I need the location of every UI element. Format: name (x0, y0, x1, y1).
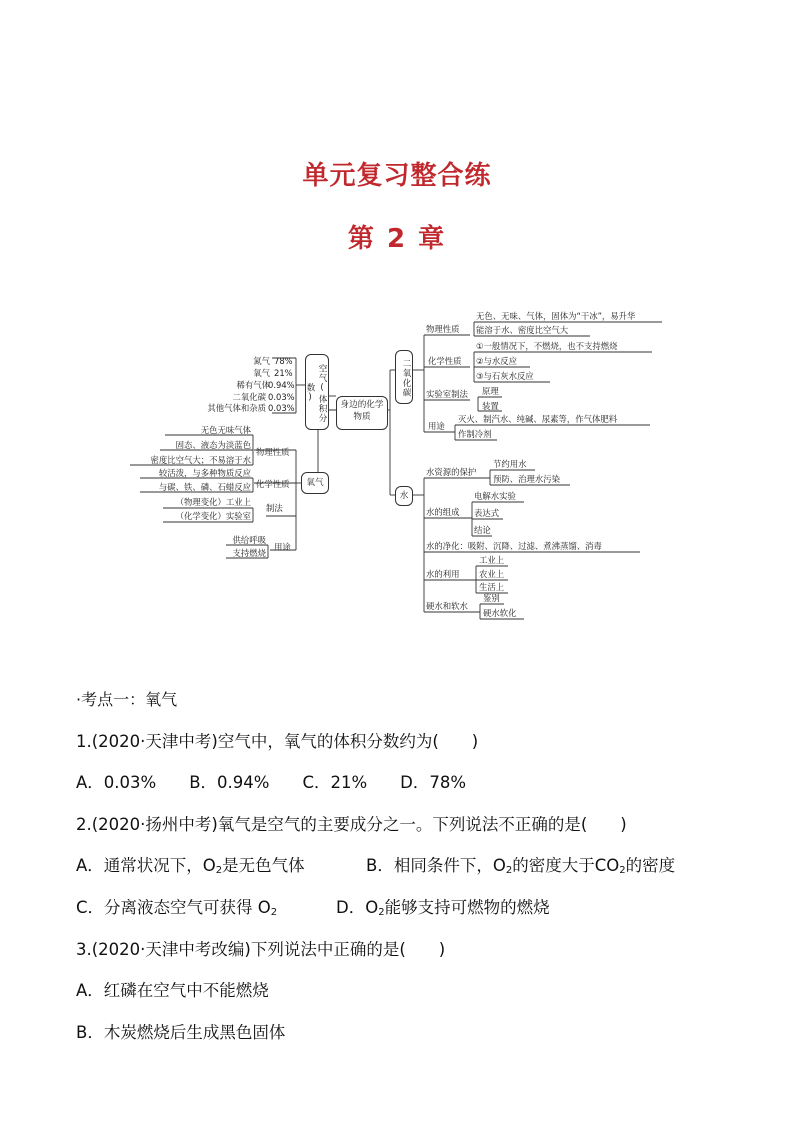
oxygen-physical-label: 物理性质 (256, 447, 290, 457)
oxygen-use-2: 支持燃烧 (232, 548, 266, 558)
oxygen-chemical-label: 化学性质 (256, 479, 290, 489)
co2-chemical-1: ①一般情况下，不燃烧，也不支持燃烧 (476, 341, 618, 351)
section-heading: ·考点一：氧气 (76, 690, 178, 709)
co2-physical-1: 无色、无味、气体，固体为“干冰”，易升华 (476, 311, 636, 321)
co2-lab-label: 实验室制法 (426, 389, 468, 399)
water-use-2: 农业上 (479, 569, 505, 579)
q2-option-b: B．相同条件下，$O_2$的密度大于$CO_2$的密度 (366, 856, 676, 876)
co2-use-label: 用途 (428, 421, 445, 431)
co2-chemical-2: ②与水反应 (476, 356, 518, 366)
water-protect-1: 节约用水 (493, 459, 527, 469)
water-hard-2: 硬水软化 (483, 608, 517, 618)
center-node: 身边的化学物质 (336, 396, 388, 430)
co2-lab-2: 装置 (482, 401, 499, 411)
co2-node: 二氧化碳 (395, 350, 413, 404)
co2-use-2: 作制冷剂 (458, 429, 492, 439)
q1-options: A．0.03% B．0.94% C．21% D．78% (76, 773, 467, 792)
water-use-label: 水的利用 (426, 569, 460, 579)
q3-option-a: A．红磷在空气中不能燃烧 (76, 981, 269, 1000)
water-hard-label: 硬水和软水 (426, 601, 468, 611)
q2-option-c: C．分离液态空气可获得 $O_2$ (76, 898, 278, 918)
co2-chemical-3: ③与石灰水反应 (476, 371, 534, 381)
q2-option-a: A．通常状况下，$O_2$是无色气体 (76, 856, 305, 876)
q3-stem: 3.(2020·天津中考改编)下列说法中正确的是( ) (76, 940, 446, 959)
water-use-1: 工业上 (479, 555, 505, 565)
air-value-oxygen: 21% (274, 368, 293, 378)
water-use-3: 生活上 (479, 582, 505, 592)
oxygen-chemical-1: 较活泼，与多种物质反应 (158, 468, 251, 478)
oxygen-physical-2: 固态、液态为淡蓝色 (175, 440, 251, 450)
oxygen-chemical-2: 与碳、铁、磷、石蜡反应 (158, 482, 251, 492)
air-item-oxygen: 氧气 (253, 368, 270, 378)
oxygen-prep-1: （物理变化）工业上 (175, 497, 251, 507)
page-title: 单元复习整合练 (302, 161, 492, 191)
water-hard-1: 鉴别 (483, 593, 500, 603)
air-item-nitrogen: 氮气 (253, 356, 270, 366)
air-item-other: 其他气体和杂质 (207, 403, 266, 413)
air-value-nitrogen: 78% (274, 356, 293, 366)
co2-use-1: 灭火、制汽水、纯碱、尿素等，作气体肥料 (458, 414, 618, 424)
oxygen-physical-3: 密度比空气大；不易溶于水 (150, 455, 251, 465)
water-composition-1: 电解水实验 (474, 491, 516, 501)
oxygen-prep-2: （化学变化）实验室 (175, 511, 251, 521)
co2-lab-1: 原理 (482, 386, 499, 396)
chapter-title: 第 2 章 (347, 224, 447, 254)
co2-chemical-label: 化学性质 (428, 356, 462, 366)
co2-physical-label: 物理性质 (426, 324, 460, 334)
water-composition-3: 结论 (474, 525, 491, 535)
oxygen-node: 氧气 (301, 472, 329, 494)
air-value-rare-gas: 0.94% (268, 380, 295, 390)
oxygen-use-label: 用途 (274, 542, 291, 552)
water-protect-label: 水资源的保护 (426, 467, 477, 477)
air-value-co2: 0.03% (268, 392, 295, 402)
oxygen-use-1: 供给呼吸 (232, 535, 266, 545)
air-item-co2: 二氧化碳 (232, 392, 266, 402)
water-composition-2: 表达式 (474, 508, 500, 518)
air-item-rare-gas: 稀有气体 (236, 380, 270, 390)
q1-stem: 1.(2020·天津中考)空气中，氧气的体积分数约为( ) (76, 732, 479, 751)
q2-option-d: D．$O_2$能够支持可燃物的燃烧 (336, 898, 550, 918)
co2-physical-2: 能溶于水、密度比空气大 (476, 325, 569, 335)
air-node: 空气(体积分数) (305, 354, 329, 430)
water-composition-label: 水的组成 (426, 507, 460, 517)
oxygen-physical-1: 无色无味气体 (200, 425, 251, 435)
q3-option-b: B．木炭燃烧后生成黑色固体 (76, 1023, 286, 1042)
water-purify: 水的净化：吸附、沉降、过滤、煮沸蒸馏、消毒 (426, 541, 602, 551)
oxygen-prep-label: 制法 (266, 503, 283, 513)
water-node: 水 (395, 486, 413, 506)
water-protect-2: 预防、治理水污染 (493, 474, 560, 484)
q2-stem: 2.(2020·扬州中考)氧气是空气的主要成分之一。下列说法不正确的是( ) (76, 815, 627, 834)
air-value-other: 0.03% (268, 403, 295, 413)
